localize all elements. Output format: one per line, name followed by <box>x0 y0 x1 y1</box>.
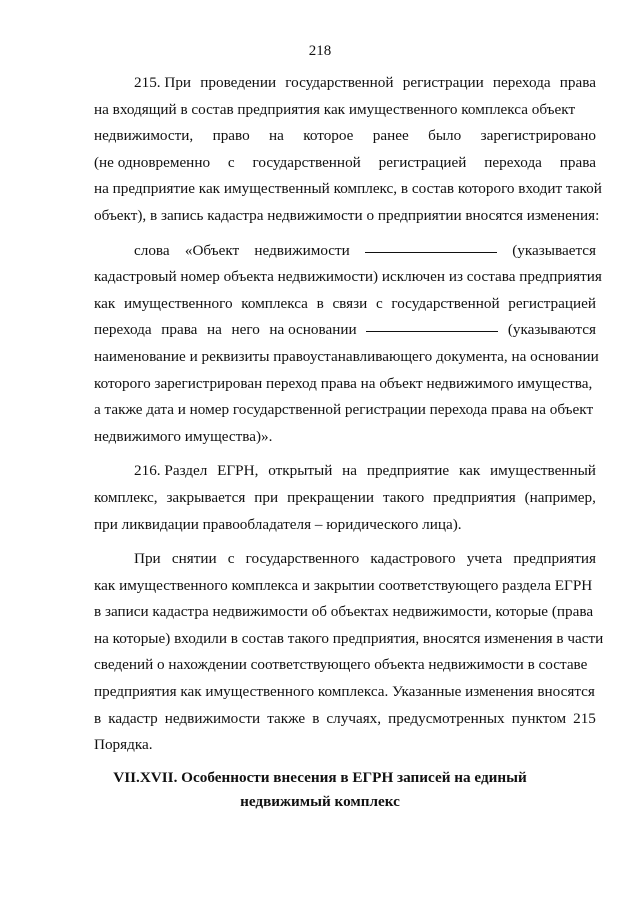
text-segment: снятии <box>171 550 217 568</box>
text-segment: предприятия как имущественного комплекса. Указанные изменения вносятся <box>94 683 595 701</box>
text-segment: имущественный <box>490 462 596 480</box>
text-line <box>94 344 599 371</box>
text-segment: в записи кадастра недвижимости об объектах недвижимости, которые (права <box>94 603 594 621</box>
text-segment: Порядка. <box>94 736 153 754</box>
text-line <box>94 70 596 97</box>
text-segment: как имущественного комплекса и закрытии соответствующего раздела ЕГРН <box>94 576 593 594</box>
text-line <box>94 397 596 424</box>
body-text <box>94 70 604 759</box>
text-line <box>94 203 600 230</box>
text-line <box>94 599 596 626</box>
paragraph <box>94 70 602 230</box>
text-segment: зарегистрировано <box>480 127 596 145</box>
text-segment: регистрации <box>402 74 484 91</box>
text-line <box>94 626 604 653</box>
text-segment: ЕГРН, <box>217 462 259 480</box>
text-line <box>94 371 596 398</box>
text-segment: имущественного <box>123 294 233 312</box>
text-segment: на <box>269 127 284 145</box>
text-segment: в <box>94 709 102 727</box>
text-segment: (указывается <box>512 241 596 259</box>
text-segment: как <box>458 462 481 480</box>
text-segment: такого <box>382 488 425 506</box>
text-line <box>94 150 596 177</box>
text-segment: с <box>227 550 235 568</box>
fill-in-blank <box>365 238 497 253</box>
text-segment: на предприятие как имущественный комплекс, в состав которого входит такой <box>94 180 602 198</box>
text-line <box>94 291 596 318</box>
text-segment: предусмотренных <box>388 709 505 727</box>
text-segment: «Объект <box>184 241 240 259</box>
text-segment: сведений о нахождении соответствующего объекта недвижимости в составе <box>94 656 588 674</box>
text-segment: 215 <box>573 709 596 727</box>
paragraph-gap <box>94 230 596 238</box>
text-segment: при <box>254 488 279 506</box>
text-segment: которого зарегистрирован переход права на объект недвижимого имущества, <box>94 374 593 392</box>
text-segment: которое <box>303 127 354 145</box>
paragraph <box>94 238 602 451</box>
text-line <box>94 264 602 291</box>
text-segment: комплекс, <box>94 488 158 506</box>
text-segment: регистрацией <box>378 153 467 171</box>
text-segment: 215. При <box>134 74 192 91</box>
text-segment: государственной <box>285 74 394 91</box>
section-heading-line-2: недвижимый комплекс <box>240 793 400 810</box>
text-segment: связи <box>332 294 368 312</box>
text-segment: предприятие <box>366 462 450 480</box>
text-segment: недвижимого имущества)». <box>94 427 273 445</box>
section-heading-line-1: VII.XVII. Особенности внесения в ЕГРН записей на единый <box>113 769 527 786</box>
text-segment: недвижимости, <box>94 127 194 145</box>
text-segment: перехода <box>484 153 542 171</box>
text-line <box>94 238 596 265</box>
text-segment: кадастровый номер объекта недвижимости) исключен из состава предприятия <box>94 268 602 286</box>
text-line <box>94 732 596 759</box>
text-segment: При <box>134 550 161 568</box>
text-segment: при ликвидации правообладателя – юридического лица). <box>94 515 462 533</box>
text-segment: комплекса <box>241 294 308 312</box>
text-segment: учета <box>466 550 503 568</box>
text-segment: права <box>559 153 596 171</box>
text-segment: кадастр <box>108 709 158 727</box>
text-segment: наименование и реквизиты правоустанавливающего документа, на основании <box>94 347 599 365</box>
text-segment: перехода <box>492 74 551 91</box>
text-segment: как <box>94 294 116 312</box>
text-segment: регистрацией <box>508 294 596 312</box>
text-segment: него <box>231 321 260 339</box>
text-segment: пунктом <box>511 709 567 727</box>
text-segment: (указываются <box>507 321 596 339</box>
text-segment: с <box>227 153 235 171</box>
text-line <box>94 123 596 150</box>
text-segment: право <box>212 127 250 145</box>
text-segment: (например, <box>524 488 596 506</box>
text-segment: было <box>428 127 462 145</box>
text-segment: права <box>161 321 198 339</box>
text-segment: на <box>207 321 222 339</box>
text-segment: проведении <box>200 74 277 91</box>
text-segment: государственного <box>245 550 360 568</box>
text-segment: кадастрового <box>370 550 456 568</box>
text-segment: в <box>312 709 320 727</box>
text-segment: 216. Раздел <box>134 462 208 480</box>
text-line <box>94 485 596 512</box>
text-segment: права <box>559 74 596 91</box>
paragraph-gap <box>94 450 596 458</box>
text-segment: случаях, <box>326 709 382 727</box>
text-line <box>94 546 596 573</box>
text-segment: также <box>267 709 306 727</box>
text-line <box>94 424 596 451</box>
text-segment: перехода <box>94 321 152 339</box>
text-segment: слова <box>134 241 170 259</box>
paragraph <box>94 458 596 538</box>
text-line <box>94 176 602 203</box>
text-segment: государственной <box>391 294 500 312</box>
text-segment: открытый <box>268 462 333 480</box>
text-line <box>94 679 596 706</box>
text-line <box>94 652 596 679</box>
text-segment: ранее <box>372 127 409 145</box>
page-number: 218 <box>308 43 332 59</box>
fill-in-blank <box>366 317 498 332</box>
text-segment: с <box>375 294 383 312</box>
text-line <box>94 512 596 539</box>
text-segment: закрывается <box>166 488 246 506</box>
text-segment: (не одновременно <box>94 153 211 171</box>
text-line <box>94 97 596 124</box>
text-line <box>94 573 596 600</box>
text-line <box>94 317 596 344</box>
text-segment: объект), в запись кадастра недвижимости о предприятии вносятся изменения: <box>94 206 600 224</box>
text-segment: на основании <box>269 321 357 339</box>
text-segment: а также дата и номер государственной регистрации перехода права на объект <box>94 401 594 419</box>
text-segment: в <box>316 294 324 312</box>
text-segment: предприятия <box>433 488 516 506</box>
section-heading <box>0 766 640 814</box>
text-line <box>94 458 596 485</box>
paragraph-gap <box>94 538 596 546</box>
text-segment: государственной <box>252 153 361 171</box>
text-segment: прекращении <box>287 488 375 506</box>
text-segment: недвижимости <box>254 241 350 259</box>
text-segment: на которые) входили в состав такого предприятия, вносятся изменения в части <box>94 629 604 647</box>
text-segment: на <box>342 462 358 480</box>
paragraph <box>94 546 604 759</box>
text-segment: на входящий в состав предприятия как имущественного комплекса объект <box>94 100 576 118</box>
text-segment: недвижимости <box>164 709 261 727</box>
text-segment: предприятия <box>513 550 596 568</box>
text-line <box>94 706 596 733</box>
